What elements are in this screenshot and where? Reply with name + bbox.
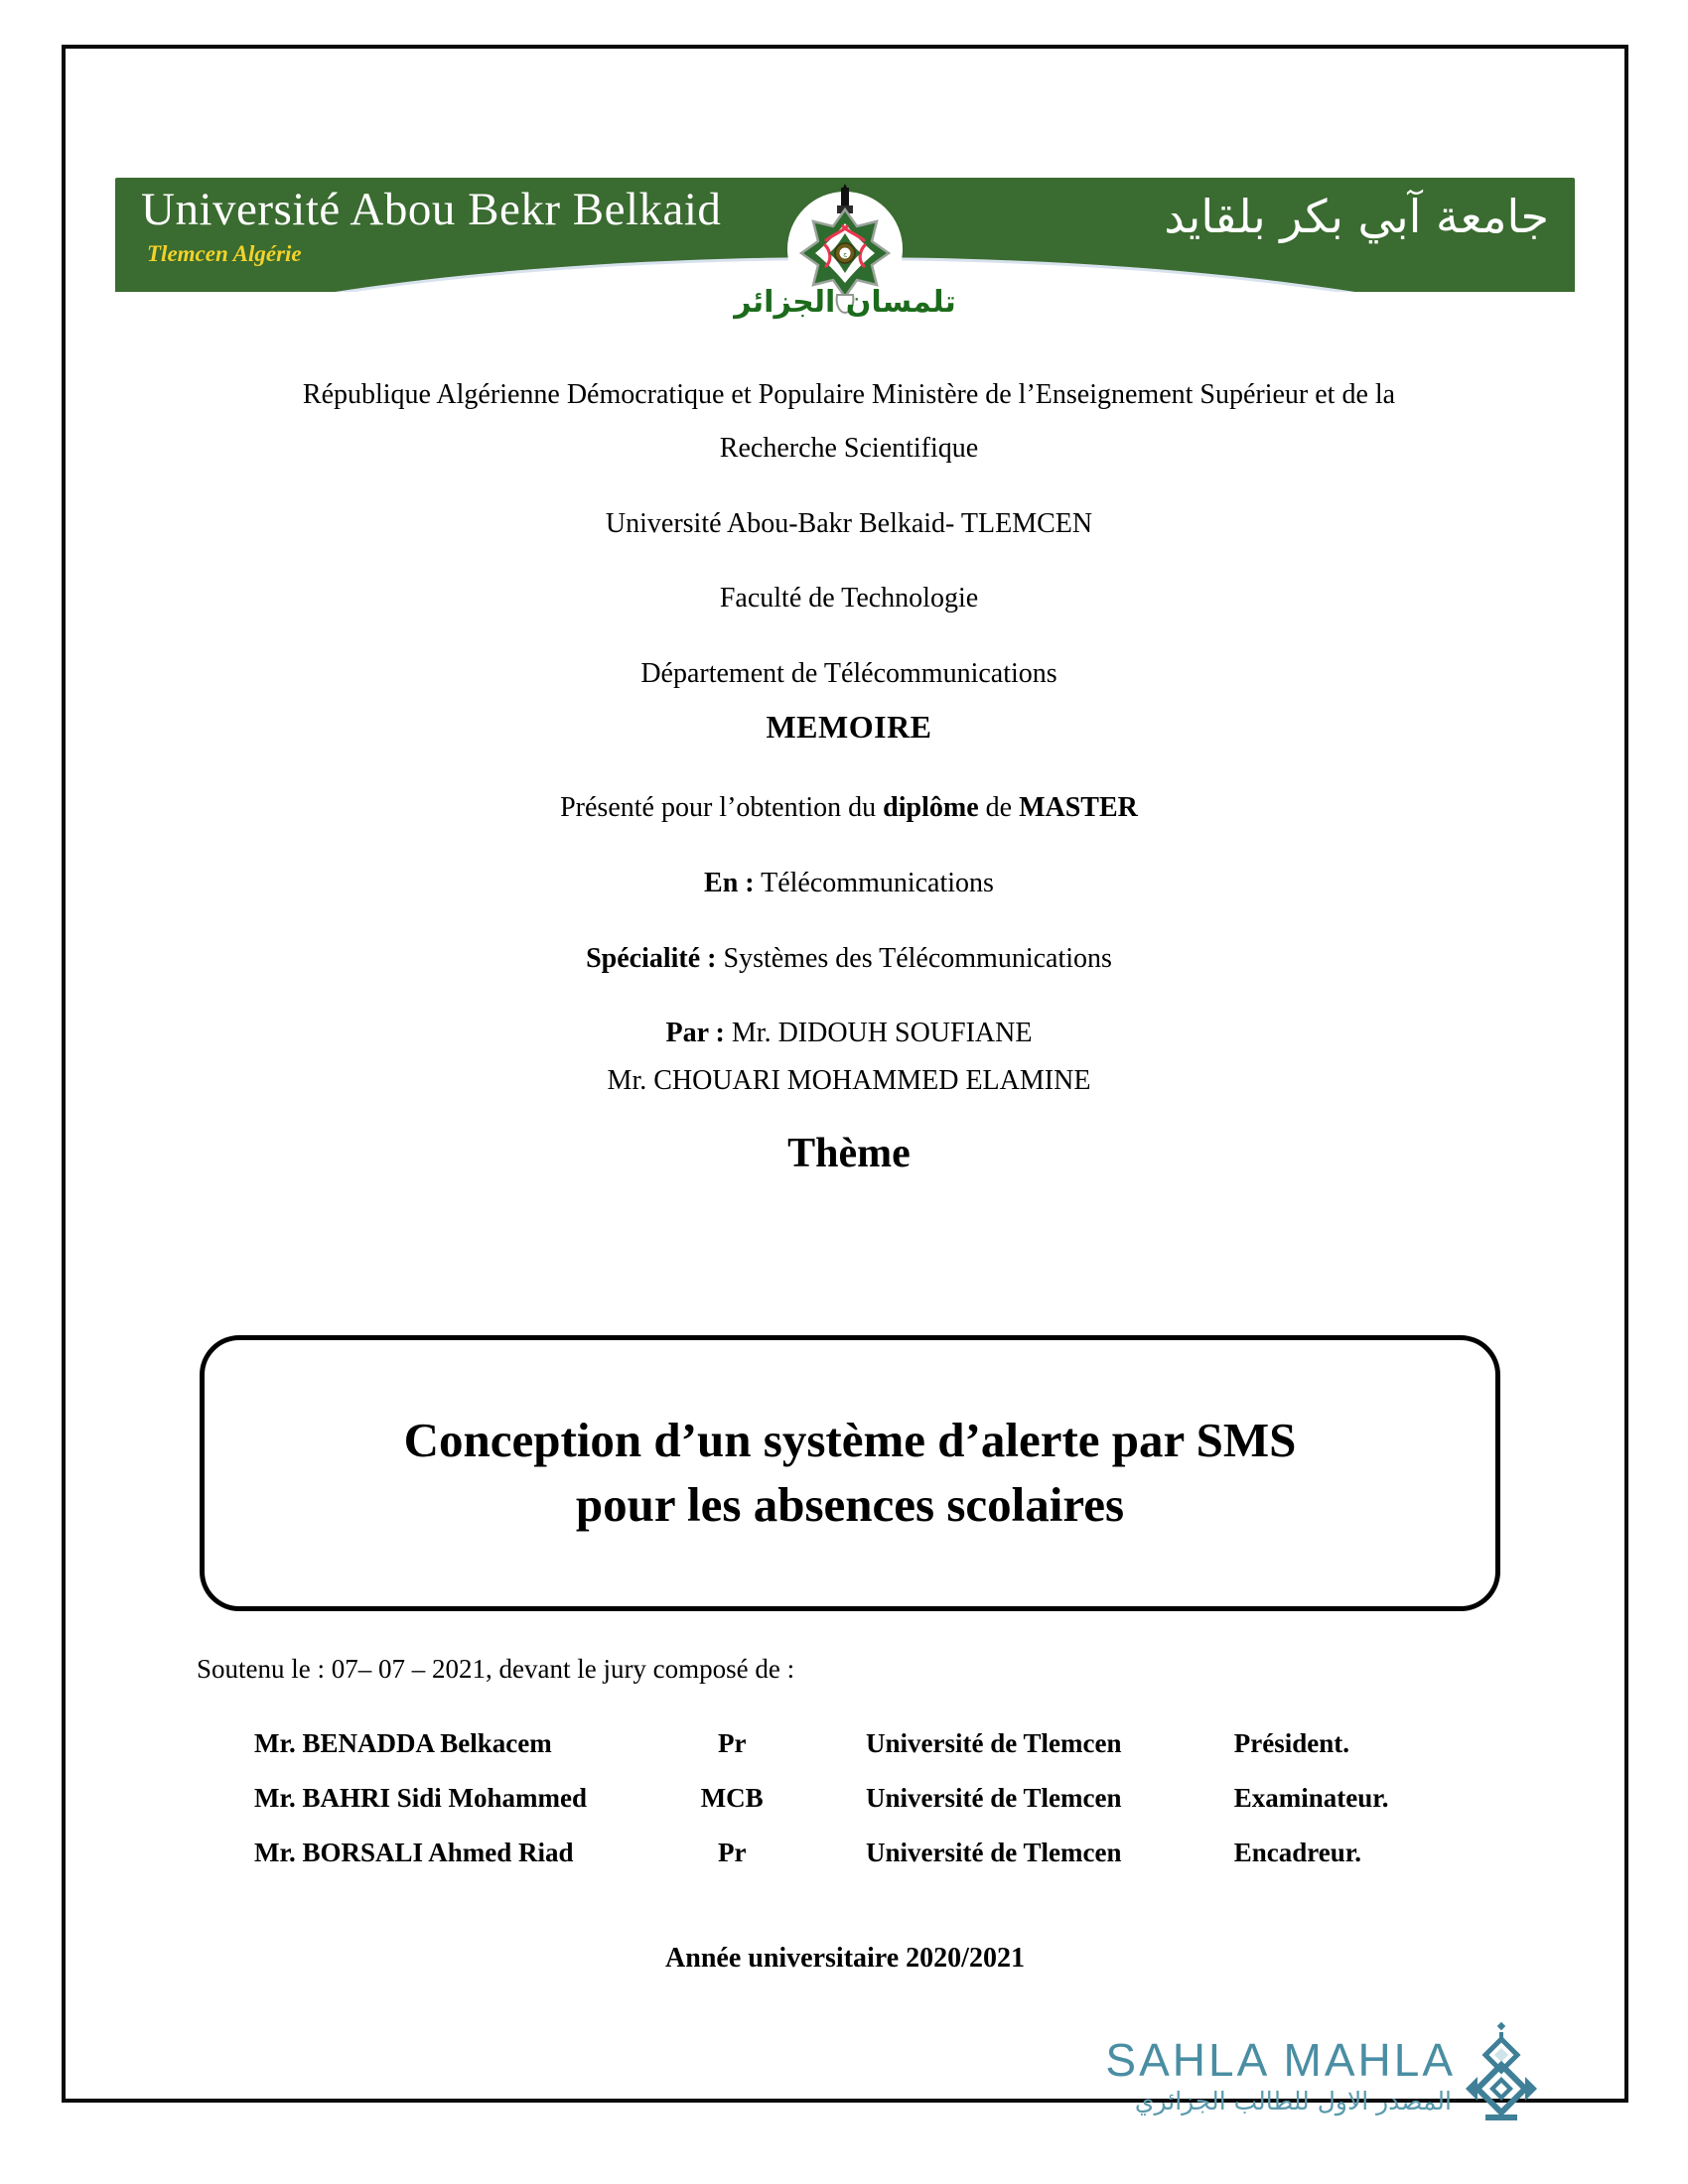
jury-member-name: Mr. BAHRI Sidi Mohammed (254, 1783, 588, 1813)
jury-member-name: Mr. BORSALI Ahmed Riad (254, 1838, 574, 1867)
academic-year: Année universitaire 2020/2021 (665, 1943, 1025, 1974)
university-line: Université Abou-Bakr Belkaid- TLEMCEN (605, 507, 1093, 539)
diploma-bold-diplome: diplôme (883, 791, 979, 823)
specialite-line (135, 940, 1563, 978)
banner-location-fr: Tlemcen Algérie (147, 241, 302, 266)
banner-university-name-fr: Université Abou Bekr Belkaid (141, 184, 722, 235)
jury-member-grade: Pr (717, 1728, 747, 1758)
jury-member-role: Encadreur. (1233, 1838, 1362, 1867)
filiere-line (135, 865, 1563, 902)
jury-member-grade: Pr (717, 1838, 747, 1867)
specialite-label: Spécialité : (586, 942, 717, 974)
filiere-label: En : (704, 867, 755, 898)
thesis-title-box (200, 1335, 1500, 1611)
jury-member-university: Université de Tlemcen (866, 1728, 1122, 1758)
thesis-title-line-1: Conception d’un système d’alerte par SMS (403, 1413, 1297, 1468)
sahla-mahla-wordmark: SAHLA MAHLA (1105, 2034, 1456, 2086)
university-banner (115, 178, 1575, 320)
jury-member-name: Mr. BENADDA Belkacem (254, 1728, 552, 1758)
specialite-value: Systèmes des Télécommunications (716, 942, 1112, 974)
author-name-1: Mr. DIDOUH SOUFIANE (724, 1018, 1033, 1049)
ministry-line-2: Recherche Scientifique (719, 432, 979, 464)
diploma-prefix: Présenté pour l’obtention du (560, 791, 884, 823)
thesis-title-line-2: pour les absences scolaires (575, 1477, 1125, 1532)
jury-member-role: Examinateur. (1233, 1783, 1389, 1813)
diploma-mid: de (978, 791, 1020, 823)
faculty-line: Faculté de Technologie (719, 583, 979, 614)
diploma-line (135, 789, 1563, 827)
banner-university-name-ar: جامعة آبي بكر بلقايد (1164, 190, 1549, 243)
sahla-mahla-tagline-ar: المصدر الاول للطالب الجزائري (1134, 2087, 1452, 2116)
par-label: Par : (665, 1018, 725, 1049)
theme-heading: Thème (787, 1130, 911, 1176)
memoire-heading: MEMOIRE (766, 708, 932, 745)
ministry-line-1: République Algérienne Démocratique et Populaire Ministère de l’Enseignement Supérieur et de la (302, 379, 1396, 410)
author-line-1 (135, 1015, 1563, 1052)
jury-member-role: Président. (1233, 1728, 1350, 1758)
jury-table (197, 1716, 1507, 1880)
svg-text:ج: ج (843, 250, 847, 258)
banner-location-ar: تلمسان الجزائر (734, 285, 956, 320)
diploma-bold-master: MASTER (1019, 791, 1138, 823)
jury-member-grade: MCB (700, 1783, 764, 1813)
table-row (197, 1826, 1507, 1880)
cover-body-text (135, 376, 1563, 1177)
document-page (62, 45, 1628, 2116)
table-row (197, 1716, 1507, 1771)
author-line-2: Mr. CHOUARI MOHAMMED ELAMINE (607, 1065, 1091, 1097)
jury-member-university: Université de Tlemcen (866, 1838, 1122, 1867)
sahla-mahla-ornament-icon (1456, 2021, 1547, 2124)
table-row (197, 1771, 1507, 1826)
jury-member-university: Université de Tlemcen (866, 1783, 1122, 1813)
department-line: Département de Télécommunications (640, 658, 1057, 690)
thesis-title (364, 1409, 1336, 1537)
filiere-value: Télécommunications (754, 867, 994, 898)
defense-date-line: Soutenu le : 07– 07 – 2021, devant le jury composé de : (197, 1654, 795, 1684)
sahla-mahla-logo (1080, 2019, 1547, 2138)
